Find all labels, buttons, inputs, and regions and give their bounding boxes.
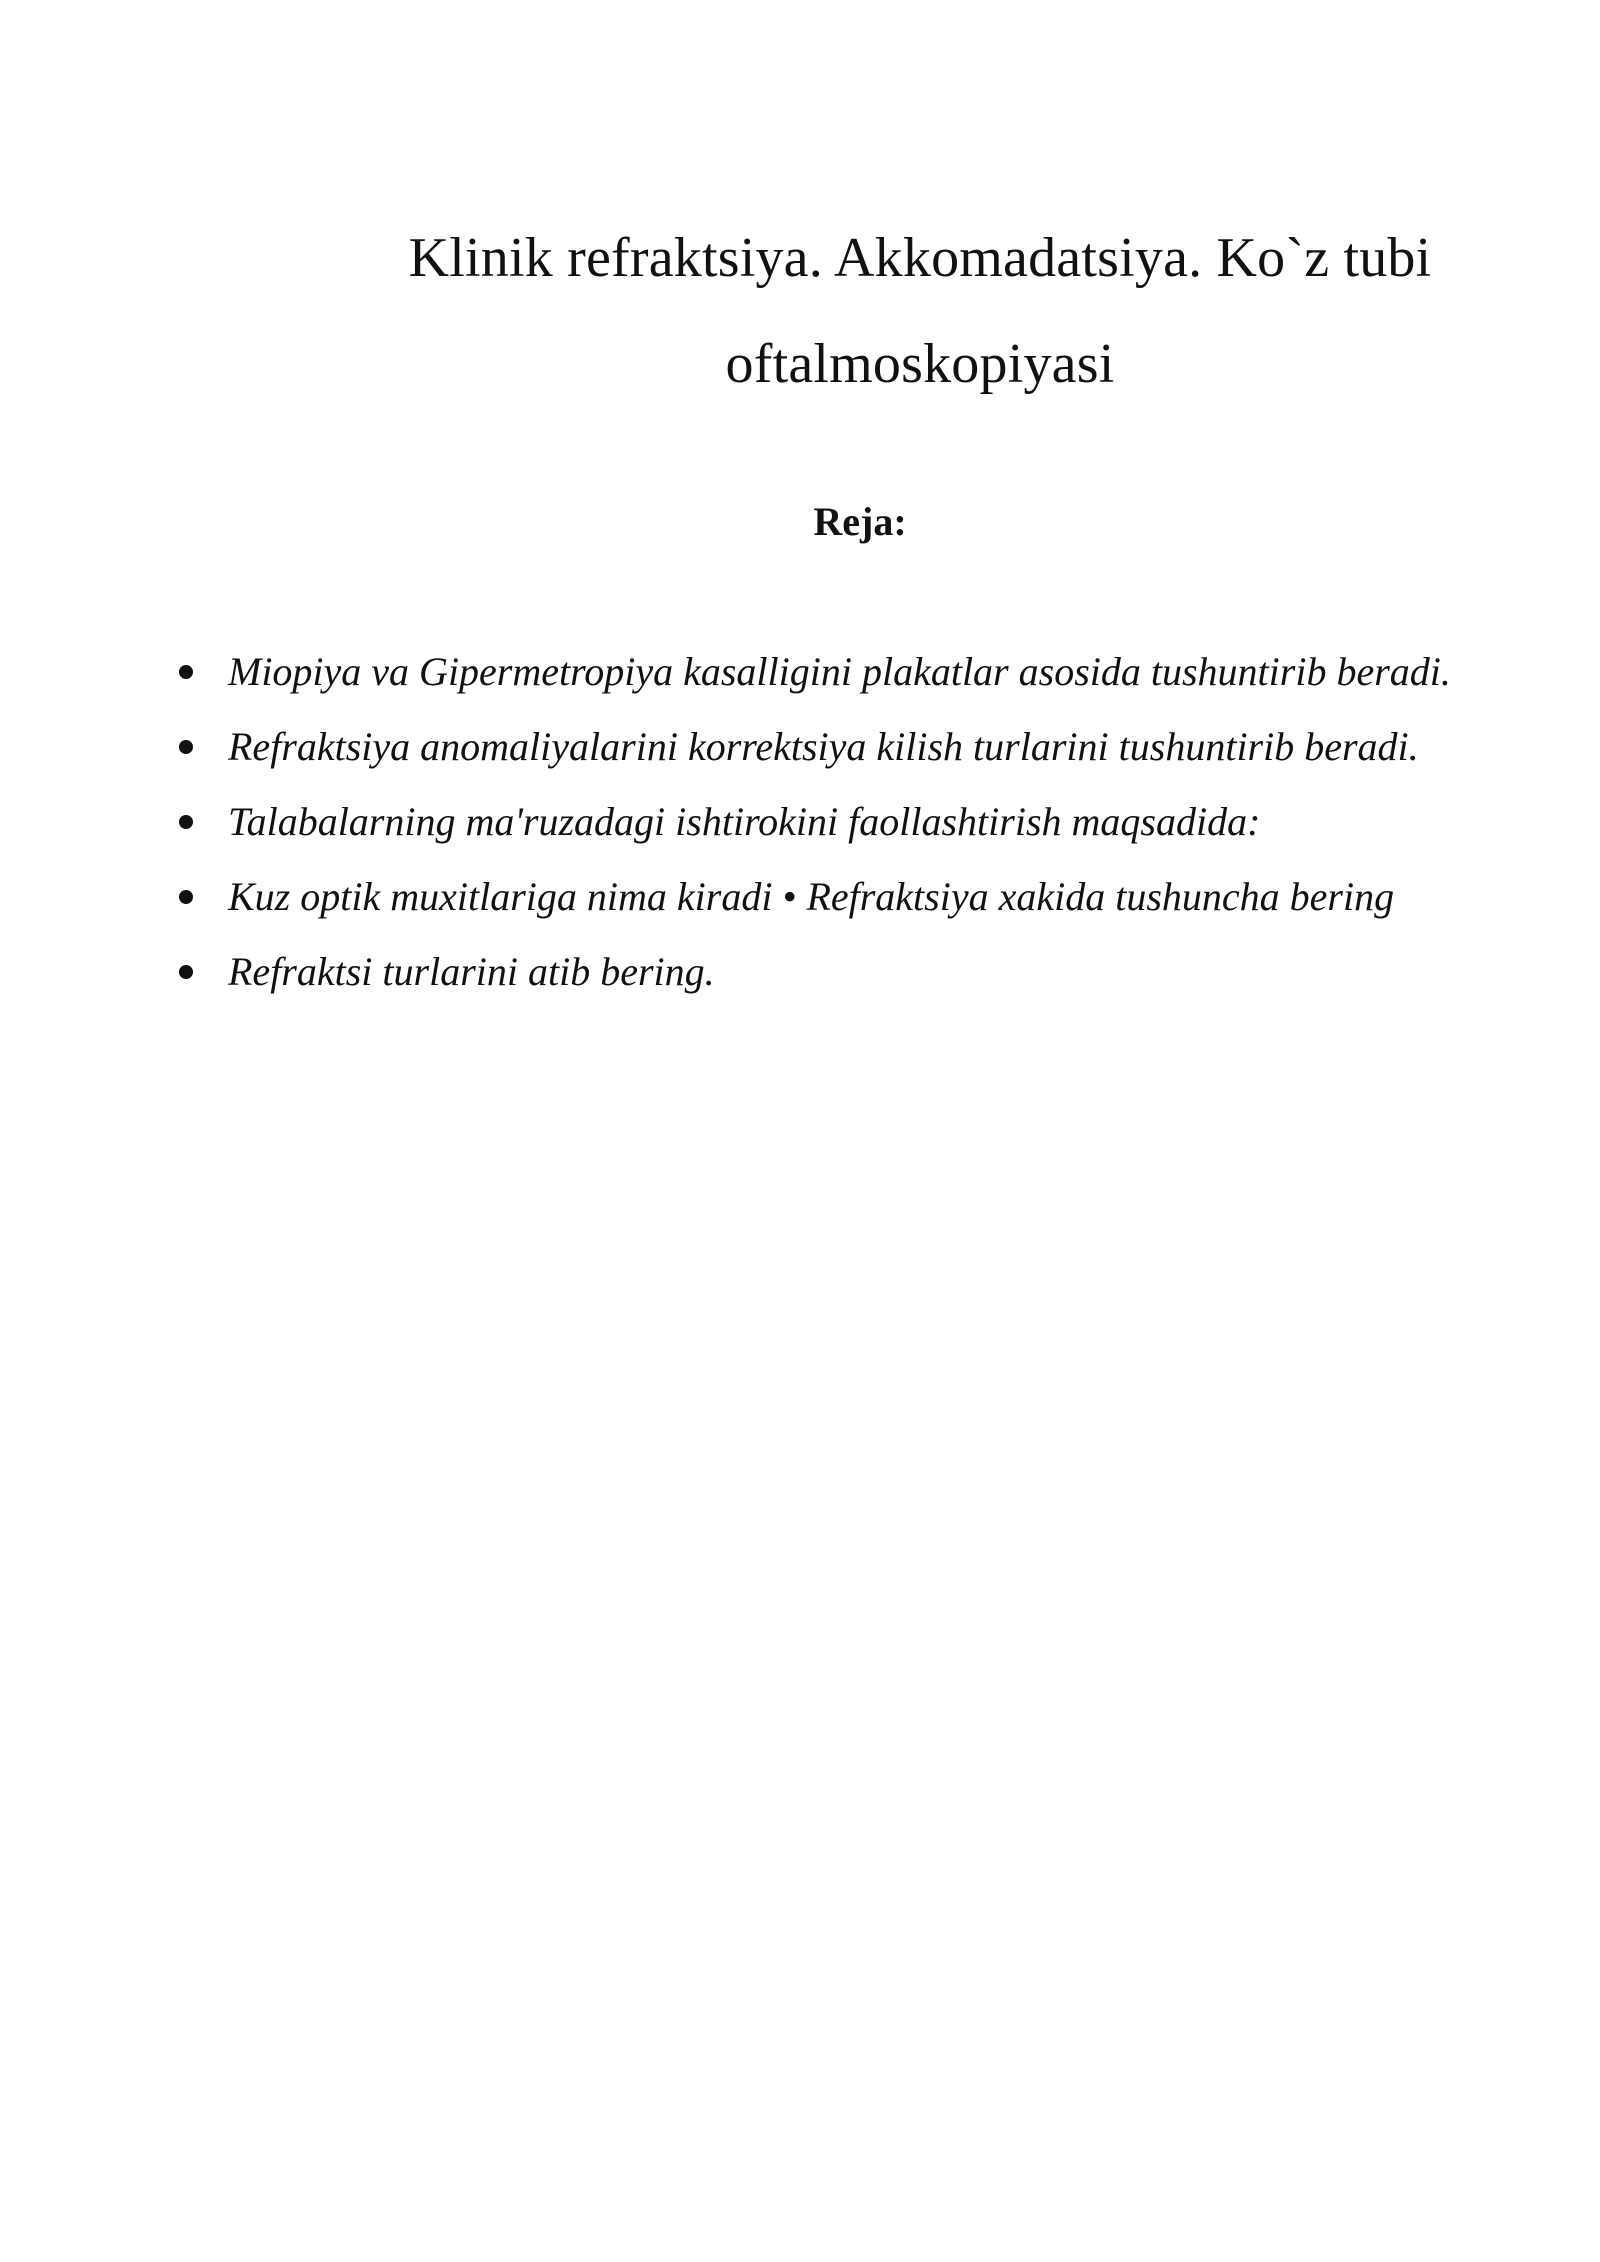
list-item-text: Talabalarning ma'ruzadagi ishtirokini faollashtirish maqsadida: [228,799,1261,844]
list-item [170,859,1470,934]
list-item-text: Refraktsiya anomaliyalarini korrektsiya kilish turlarini tushuntirib beradi. [228,724,1419,769]
plan-list [170,634,1470,1009]
list-item [170,934,1470,1009]
list-item [170,634,1470,709]
list-item-text: Kuz optik muxitlariga nima kiradi • Refraktsiya xakida tushuncha bering [228,874,1395,919]
plan-heading: Reja: [813,499,907,544]
list-item [170,784,1470,859]
list-item [170,709,1470,784]
bullet-icon [179,815,193,829]
bullet-icon [179,665,193,679]
title-line-2: oftalmoskopiyasi [725,333,1115,395]
list-item-text: Refraktsi turlarini atib bering. [228,949,715,994]
list-item-text: Miopiya va Gipermetropiya kasalligini plakatlar asosida tushuntirib beradi. [228,649,1451,694]
bullet-icon [179,740,193,754]
page-title [330,205,1510,417]
bullet-icon [179,890,193,904]
bullet-icon [179,965,193,979]
title-line-1: Klinik refraktsiya. Akkomadatsiya. Ko`z tubi [408,227,1432,289]
